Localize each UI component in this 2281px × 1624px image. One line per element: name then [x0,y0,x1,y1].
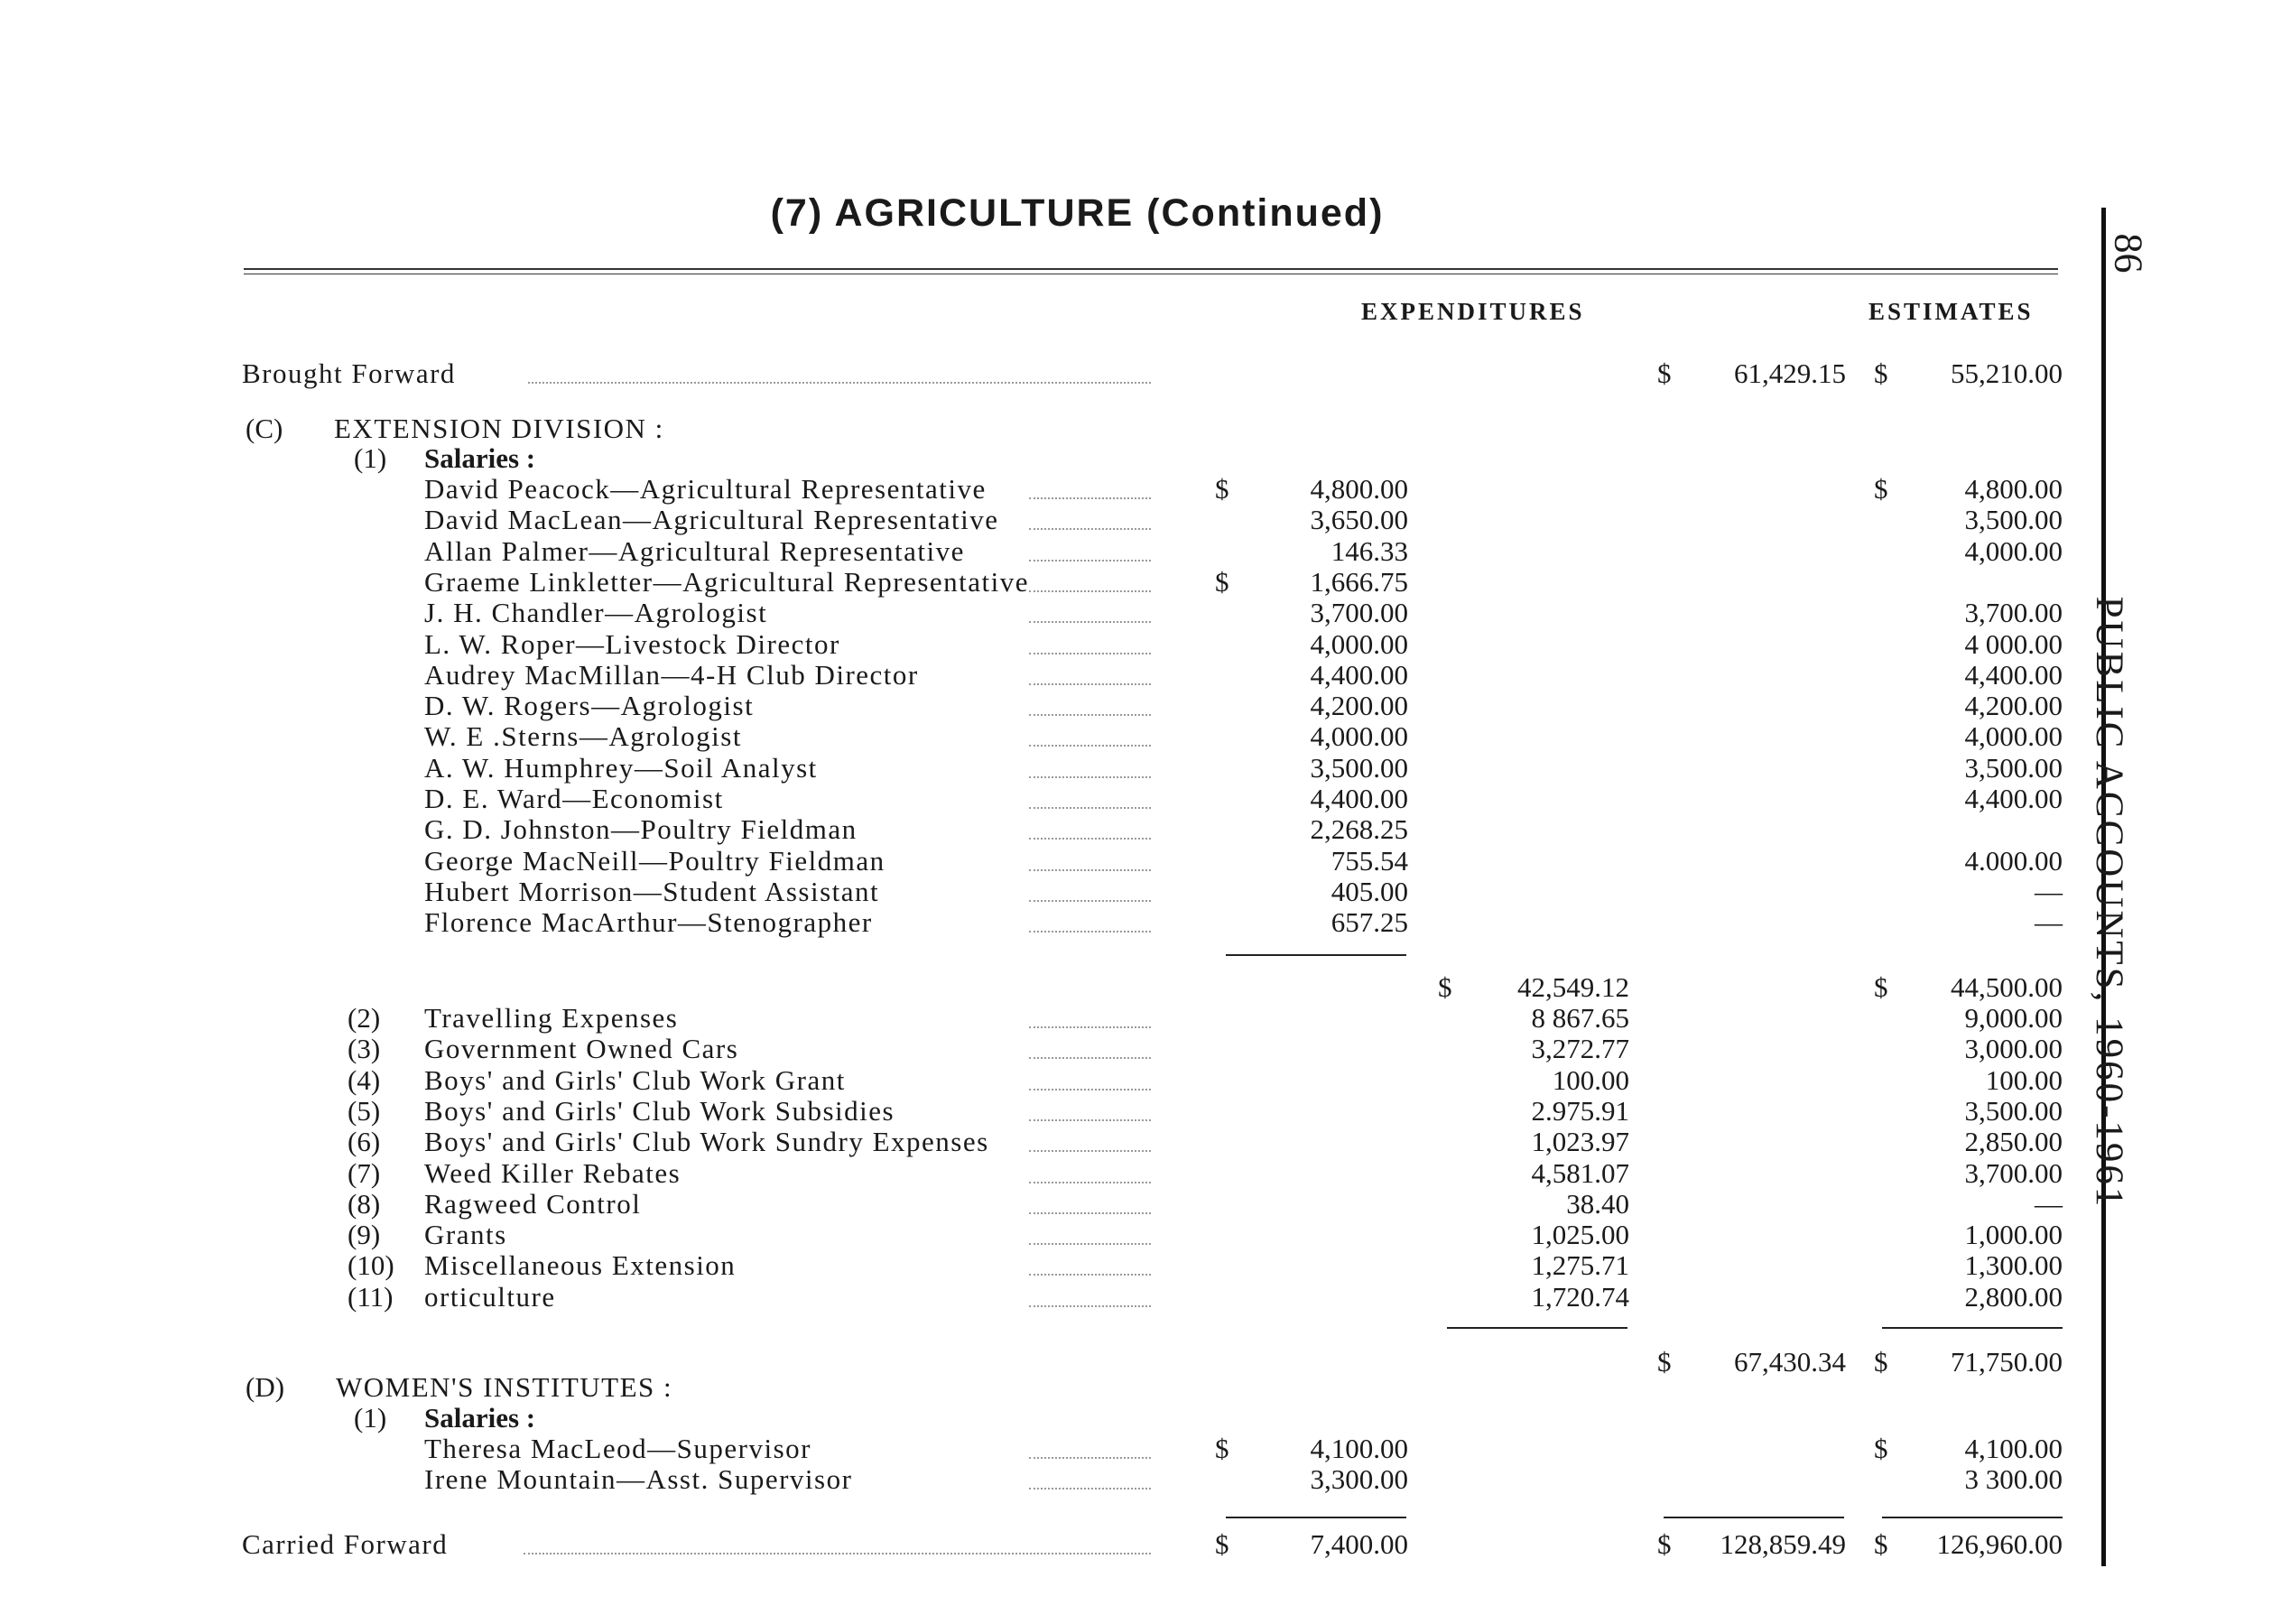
leader-dots [528,362,1151,384]
salary-row [0,814,2281,845]
item-marker: (9) [348,1219,381,1251]
salary-row [0,474,2281,505]
salary-row [0,784,2281,814]
expense-item-row [0,1282,2281,1313]
item-label: Boys' and Girls' Club Work Grant [424,1063,846,1096]
salary-amount: 1,666.75 [1310,565,1408,598]
carried-forward-label: Carried Forward [242,1528,449,1560]
employee-label: Irene Mountain—Asst. Supervisor [424,1463,853,1496]
item-amount: 2.975.91 [1531,1094,1629,1127]
employee-label: David Peacock—Agricultural Representative [424,473,987,505]
item-estimate: 2,850.00 [1964,1126,2063,1158]
leader-dots [1029,880,1151,902]
salary-row [0,660,2281,691]
item-marker: (7) [348,1156,381,1189]
leader-dots [1029,571,1151,592]
employee-label: Graeme Linkletter—Agricultural Representative [424,565,1030,598]
salary-amount: 4,400.00 [1310,783,1408,814]
salary-row [0,753,2281,784]
expense-item-row [0,1096,2281,1127]
salary-amount: 4,000.00 [1310,720,1408,753]
item-marker: (6) [348,1126,381,1158]
salary-estimate: 4,200.00 [1964,690,2063,722]
item-label: Weed Killer Rebates [424,1156,682,1189]
item-label: Government Owned Cars [424,1033,739,1065]
employee-label: George MacNeill—Poultry Fieldman [424,844,886,877]
salary-row [0,598,2281,628]
item-marker: (1) [354,1402,387,1434]
salary-amount: 4,400.00 [1310,658,1408,691]
salary-estimate: 4,400.00 [1964,658,2063,691]
leader-dots [1029,1254,1151,1276]
expense-item-row [0,1065,2281,1096]
leader-dots [524,1533,1151,1554]
salary-row [0,536,2281,567]
salary-row [0,877,2281,907]
item-amount: 1,023.97 [1531,1126,1629,1158]
subtotal-rule [1882,1517,2063,1518]
expense-item-row [0,1189,2281,1220]
salary-amount: 3,700.00 [1310,597,1408,629]
leader-dots [1029,1468,1151,1489]
brought-forward-expenditure: 61,429.15 [1734,357,1846,389]
subtotal-rule [1447,1327,1627,1329]
item-amount: 4,581.07 [1531,1156,1629,1189]
estimates-heading: ESTIMATES [1868,298,2034,325]
salary-row [0,846,2281,877]
carried-forward-expenditure: 128,859.49 [1720,1528,1846,1560]
employee-label: Audrey MacMillan—4-H Club Director [424,658,919,691]
salary-amount: 4,000.00 [1310,627,1408,660]
salary-row [0,629,2281,660]
salary-row [0,505,2281,535]
currency-sign: $ [1215,1528,1229,1560]
salaries-total-row [0,972,2281,1003]
currency-sign: $ [1657,357,1672,389]
salary-row [0,1434,2281,1464]
salaries-total-amount: 42,549.12 [1517,971,1629,1003]
employee-label: Allan Palmer—Agricultural Representative [424,534,965,567]
leader-dots [1029,1069,1151,1090]
salaries-title: Salaries : [424,442,536,474]
item-estimate: 9,000.00 [1964,1002,2063,1034]
employee-label: L. W. Roper—Livestock Director [424,627,840,660]
item-estimate: 3,000.00 [1964,1033,2063,1065]
expense-item-row [0,1127,2281,1157]
salary-row [0,567,2281,598]
section-c-header [0,413,2281,444]
salary-row [0,721,2281,752]
salaries-title: Salaries : [424,1402,536,1434]
leader-dots [1029,540,1151,561]
carried-forward-amount: 7,400.00 [1310,1528,1408,1560]
section-marker: (C) [246,413,283,444]
leader-dots [1029,1285,1151,1307]
leader-dots [1029,1437,1151,1459]
item-estimate: 3,700.00 [1964,1156,2063,1189]
salary-amount: 3,650.00 [1310,504,1408,536]
item-label: Travelling Expenses [424,1002,679,1034]
section-title: WOMEN'S INSTITUTES : [336,1371,673,1403]
leader-dots [1029,664,1151,685]
item-estimate: 100.00 [1985,1063,2063,1096]
page-title: (7) AGRICULTURE (Continued) [770,191,1385,235]
currency-sign: $ [1215,473,1229,505]
currency-sign: $ [1657,1346,1672,1378]
brought-forward-row [0,358,2281,389]
leader-dots [1029,725,1151,747]
currency-sign: $ [1874,357,1888,389]
leader-dots [1029,1037,1151,1059]
salary-estimate: 4,000.00 [1964,534,2063,567]
side-title: PUBLIC ACCOUNTS, 1960-1961 [2088,596,2130,1210]
item-marker: (10) [348,1249,394,1282]
page-number: 86 [2106,233,2151,274]
section-marker: (D) [246,1371,285,1403]
employee-label: Theresa MacLeod—Supervisor [424,1433,811,1464]
item-marker: (2) [348,1002,381,1034]
section-title: EXTENSION DIVISION : [334,413,664,444]
item-estimate: 3,500.00 [1964,1094,2063,1127]
employee-label: A. W. Humphrey—Soil Analyst [424,751,818,784]
salary-estimate: 4,000.00 [1964,720,2063,753]
salary-amount: 146.33 [1331,534,1408,567]
employee-label: D. W. Rogers—Agrologist [424,690,755,722]
item-label: Miscellaneous Extension [424,1249,737,1282]
currency-sign: $ [1874,1433,1888,1464]
item-amount: 3,272.77 [1531,1033,1629,1065]
leader-dots [1029,1192,1151,1214]
salary-amount: 4,200.00 [1310,690,1408,722]
item-amount: 1,720.74 [1531,1280,1629,1313]
item-label: Grants [424,1219,507,1251]
salary-estimate: 3,500.00 [1964,504,2063,536]
salary-amount: 405.00 [1331,875,1408,907]
leader-dots [1029,911,1151,933]
leader-dots [1029,849,1151,871]
employee-label: D. E. Ward—Economist [424,783,724,814]
salary-amount: 657.25 [1331,906,1408,939]
salaries-total-estimate: 44,500.00 [1951,971,2063,1003]
item-marker: (8) [348,1187,381,1220]
salary-estimate: 4.000.00 [1964,844,2063,877]
leader-dots [1029,601,1151,623]
item-label: Ragweed Control [424,1187,642,1220]
item-amount: 1,025.00 [1531,1219,1629,1251]
expense-item-row [0,1034,2281,1064]
subtotal-rule [1226,954,1406,956]
currency-sign: $ [1874,473,1888,505]
employee-label: W. E .Sterns—Agrologist [424,720,742,753]
leader-dots [1029,756,1151,778]
salary-amount: 4,100.00 [1310,1433,1408,1464]
expense-item-row [0,1250,2281,1281]
employee-label: G. D. Johnston—Poultry Fieldman [424,813,858,846]
currency-sign: $ [1215,565,1229,598]
leader-dots [1029,694,1151,716]
salary-amount: 3,500.00 [1310,751,1408,784]
brought-forward-label: Brought Forward [242,357,456,389]
leader-dots [1029,1100,1151,1121]
item-marker: (1) [354,442,387,474]
salary-amount: 755.54 [1331,844,1408,877]
currency-sign: $ [1874,1346,1888,1378]
item-estimate: — [2035,1187,2063,1220]
leader-dots [1029,633,1151,654]
salary-estimate: 3 300.00 [1964,1463,2063,1496]
expenditures-heading: EXPENDITURES [1361,298,1585,325]
item-amount: 1,275.71 [1531,1249,1629,1282]
carried-forward-estimate: 126,960.00 [1936,1528,2063,1560]
item-label: Boys' and Girls' Club Work Subsidies [424,1094,895,1127]
salary-row [0,907,2281,938]
employee-label: J. H. Chandler—Agrologist [424,597,768,629]
item-estimate: 2,800.00 [1964,1280,2063,1313]
subtotal-rule [1226,1517,1406,1518]
currency-sign: $ [1874,1528,1888,1560]
leader-dots [1029,1223,1151,1245]
item-amount: 8 867.65 [1531,1002,1629,1034]
leader-dots [1029,787,1151,809]
section-c-total-estimate: 71,750.00 [1951,1346,2063,1378]
employee-label: Florence MacArthur—Stenographer [424,906,873,939]
employee-label: Hubert Morrison—Student Assistant [424,875,880,907]
salary-row [0,1464,2281,1495]
salary-estimate: 3,700.00 [1964,597,2063,629]
currency-sign: $ [1215,1433,1229,1464]
item-marker: (3) [348,1033,381,1065]
salary-estimate: 4 000.00 [1964,627,2063,660]
leader-dots [1029,508,1151,530]
subtotal-rule [1882,1327,2063,1329]
salary-estimate: 4,400.00 [1964,783,2063,814]
salary-amount: 4,800.00 [1310,473,1408,505]
currency-sign: $ [1657,1528,1672,1560]
salary-amount: 2,268.25 [1310,813,1408,846]
item-marker: (5) [348,1094,381,1127]
item-amount: 100.00 [1552,1063,1629,1096]
salary-estimate: — [2035,875,2063,907]
item-amount: 38.40 [1566,1187,1629,1220]
item-marker: (11) [348,1280,394,1313]
item-marker: (4) [348,1063,381,1096]
expense-item-row [0,1003,2281,1034]
subtotal-rule [1664,1517,1844,1518]
brought-forward-estimate: 55,210.00 [1951,357,2063,389]
currency-sign: $ [1438,971,1452,1003]
salary-estimate: — [2035,906,2063,939]
item-label: orticulture [424,1280,556,1313]
section-c-total-amount: 67,430.34 [1734,1346,1846,1378]
salary-row [0,691,2281,721]
carried-forward-row [0,1529,2281,1560]
leader-dots [1029,818,1151,840]
item-label: Boys' and Girls' Club Work Sundry Expenses [424,1126,989,1158]
employee-label: David MacLean—Agricultural Representative [424,504,999,536]
salaries-header [0,443,2281,474]
leader-dots [1029,1007,1151,1028]
item-estimate: 1,300.00 [1964,1249,2063,1282]
header-rule [244,268,2058,270]
section-d-header [0,1372,2281,1403]
expense-item-row [0,1220,2281,1250]
currency-sign: $ [1874,971,1888,1003]
salary-estimate: 4,100.00 [1964,1433,2063,1464]
leader-dots [1029,1162,1151,1183]
salary-estimate: 4,800.00 [1964,473,2063,505]
item-estimate: 1,000.00 [1964,1219,2063,1251]
salary-amount: 3,300.00 [1310,1463,1408,1496]
leader-dots [1029,1130,1151,1152]
salary-estimate: 3,500.00 [1964,751,2063,784]
expense-item-row [0,1158,2281,1189]
salaries-header [0,1403,2281,1434]
leader-dots [1029,478,1151,499]
